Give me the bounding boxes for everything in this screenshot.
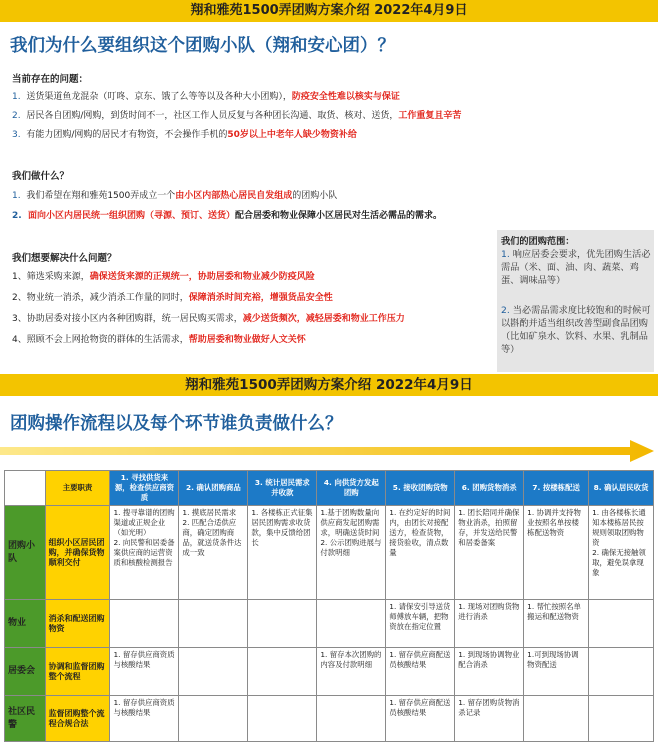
solve-highlight: 帮助居委和物业做好人文关怀 [188, 335, 306, 345]
task-cell: 1. 现场对团购货物进行消杀 [455, 600, 524, 648]
problems-heading: 当前存在的问题： [12, 74, 89, 85]
what-num: 1. [12, 191, 21, 201]
problem-highlight: 50岁以上中老年人缺少物资补给 [227, 130, 357, 140]
task-cell [589, 648, 654, 696]
solve-num: 3、 [12, 314, 27, 324]
task-cell: 1. 搜寻靠谱的团购渠道或正规企业（如光明） 2. 向民警和居委备案供应商的运营资质和核酸检测报告 [110, 506, 179, 600]
solve-item [12, 332, 306, 345]
solve-text: 物业统一消杀，减少消杀工作量的同时， [26, 293, 189, 303]
problem-num: 2. [12, 111, 21, 121]
solve-heading: 我们想要解决什么问题？ [12, 253, 117, 264]
solve-num: 1、 [12, 272, 27, 282]
table-row [5, 600, 654, 648]
scope-item [501, 248, 651, 287]
task-cell: 1. 到现场协调物业配合消杀 [455, 648, 524, 696]
task-cell [110, 600, 179, 648]
step-header: 1. 寻找供货来源，检查供应商资质 [110, 471, 179, 506]
duty-cell: 组织小区居民团购，并确保货物顺利交付 [45, 506, 110, 600]
task-cell [248, 696, 317, 742]
problem-text: 居民各自团购/网购，到货时间不一，社区工作人员反复与各种团长沟通、取货、核对、送货， [26, 111, 399, 121]
solve-item [12, 311, 405, 324]
task-cell [248, 648, 317, 696]
solve-text: 照顾不会上网抢物资的群体的生活需求， [26, 335, 189, 345]
task-cell: 1. 留存团购货物消杀记录 [455, 696, 524, 742]
problem-item [12, 127, 357, 140]
solve-highlight: 确保送货来源的正规统一，协助居委和物业减少防疫风险 [89, 272, 315, 282]
what-text: 的团购小队 [292, 191, 338, 201]
solve-text: 协助居委对接小区内各种团购群，统一居民购买需求， [26, 314, 243, 324]
what-text: 配合居委和物业保障小区居民对生活必需品的需求。 [234, 211, 442, 221]
table-row [5, 696, 654, 742]
duty-cell: 消杀和配送团购物资 [45, 600, 110, 648]
task-cell [317, 696, 386, 742]
step-header: 6. 团购货物消杀 [455, 471, 524, 506]
task-cell [248, 600, 317, 648]
solve-highlight: 减少送货频次，减轻居委和物业工作压力 [242, 314, 405, 324]
solve-item [12, 290, 333, 303]
task-cell [179, 600, 248, 648]
problem-highlight: 防疫安全性难以核实与保证 [291, 92, 400, 102]
process-table [4, 470, 654, 742]
corner-cell [5, 471, 46, 506]
what-item [12, 208, 442, 221]
solve-num: 2、 [12, 293, 27, 303]
page1 [0, 22, 658, 372]
table-header-row [5, 471, 654, 506]
task-cell [317, 600, 386, 648]
task-cell: 1. 帮忙按照名单搬运和配送物资 [524, 600, 589, 648]
role-cell: 居委会 [5, 648, 46, 696]
what-text: 我们希望在翔和雅苑1500弄成立一个 [26, 191, 176, 201]
solve-num: 4、 [12, 335, 27, 345]
task-cell: 1. 团长陪同并确保物业消杀，拍照留存，并发送给民警和居委备案 [455, 506, 524, 600]
task-cell: 1. 留存供应商资质与核酸结果 [110, 696, 179, 742]
duty-cell: 监督团购整个流程合规合法 [45, 696, 110, 742]
solve-item [12, 269, 315, 282]
scope-text: 当必需品需求度比较饱和的时候可以斟酌并适当组织改善型副食品团购（比如矿泉水、饮料、水果、乳制品等） [501, 305, 651, 355]
task-cell: 1. 在约定好的时间内，由团长对接配送方，检查货物，接货验收，清点数量 [386, 506, 455, 600]
table-row [5, 506, 654, 600]
task-cell [179, 696, 248, 742]
scope-title: 我们的团购范围： [501, 236, 575, 247]
task-cell [589, 600, 654, 648]
what-highlight: 由小区内部热心居民自发组成 [175, 191, 293, 201]
task-cell: 1.可到现场协调物资配送 [524, 648, 589, 696]
problem-item [12, 108, 461, 121]
task-cell: 1. 留存供应商资质与核酸结果 [110, 648, 179, 696]
scope-num: 1. [501, 249, 510, 260]
solve-text: 筛选采购来源， [26, 272, 90, 282]
task-cell [179, 648, 248, 696]
what-item [12, 188, 337, 201]
duty-header: 主要职责 [45, 471, 110, 506]
task-cell: 1. 各楼栋正式征集居民团购需求收货款，集中反馈给团长 [248, 506, 317, 600]
step-header: 8. 确认居民收货 [589, 471, 654, 506]
what-heading: 我们做什么？ [12, 171, 70, 182]
role-cell: 物业 [5, 600, 46, 648]
what-num: 2. [12, 211, 22, 221]
page2 [0, 396, 658, 745]
step-header: 7. 按楼栋配送 [524, 471, 589, 506]
step-header: 2. 确认团购商品 [179, 471, 248, 506]
problem-num: 1. [12, 92, 21, 102]
task-cell: 1. 由各楼栋长通知本楼栋居民按规则领取团购物资 2. 确保无接触领取，避免误拿现象 [589, 506, 654, 600]
step-header: 5. 接收团购货物 [386, 471, 455, 506]
task-cell: 1.基于团购数量向供应商发起团购需求，明确送货时间 2. 公示团购进展与付款明细 [317, 506, 386, 600]
table-row [5, 648, 654, 696]
page1-title: 我们为什么要组织这个团购小队（翔和安心团）？ [10, 36, 395, 56]
problem-num: 3. [12, 130, 21, 140]
task-cell: 1. 请保安引导送货师傅放车辆，把物资放在指定位置 [386, 600, 455, 648]
role-cell: 社区民警 [5, 696, 46, 742]
scope-text: 响应居委会要求，优先团购生活必需品（米、面、油、肉、蔬菜、鸡蛋、调味品等） [501, 249, 651, 286]
task-cell: 1. 留存供应商配送员核酸结果 [386, 648, 455, 696]
problem-highlight: 工作重复且辛苦 [398, 111, 462, 121]
problem-text: 有能力团购/网购的居民才有物资，不会操作手机的 [26, 130, 228, 140]
task-cell: 1. 摸底居民需求 2. 匹配合适供应商，确定团购商品，就送货条件达成一致 [179, 506, 248, 600]
page1-banner: 翔和雅苑1500弄团购方案介绍 2022年4月9日 [0, 0, 658, 22]
problem-item [12, 89, 400, 102]
task-cell: 1. 留存供应商配送员核酸结果 [386, 696, 455, 742]
duty-cell: 协调和监督团购整个流程 [45, 648, 110, 696]
task-cell: 1. 留存本次团购的内容及付款明细 [317, 648, 386, 696]
problem-text: 送货渠道鱼龙混杂（叮咚、京东、饿了么等等以及各种大小团购）， [26, 92, 292, 102]
step-header: 3. 统计居民需求并收款 [248, 471, 317, 506]
scope-box [497, 230, 654, 372]
step-header: 4. 向供货方发起团购 [317, 471, 386, 506]
task-cell: 1. 协调并支持物业按照名单按楼栋配送物资 [524, 506, 589, 600]
task-cell [589, 696, 654, 742]
scope-num: 2. [501, 305, 510, 316]
what-highlight: 面向小区内居民统一组织团购（寻源、预订、送货） [27, 211, 235, 221]
solve-highlight: 保障消杀时间充裕，增强货品安全性 [188, 293, 333, 303]
role-cell: 团购小队 [5, 506, 46, 600]
arrow-right-icon [0, 438, 658, 464]
page2-banner: 翔和雅苑1500弄团购方案介绍 2022年4月9日 [0, 374, 658, 396]
scope-item [501, 304, 651, 356]
page2-title: 团购操作流程以及每个环节谁负责做什么？ [10, 414, 343, 434]
task-cell [524, 696, 589, 742]
